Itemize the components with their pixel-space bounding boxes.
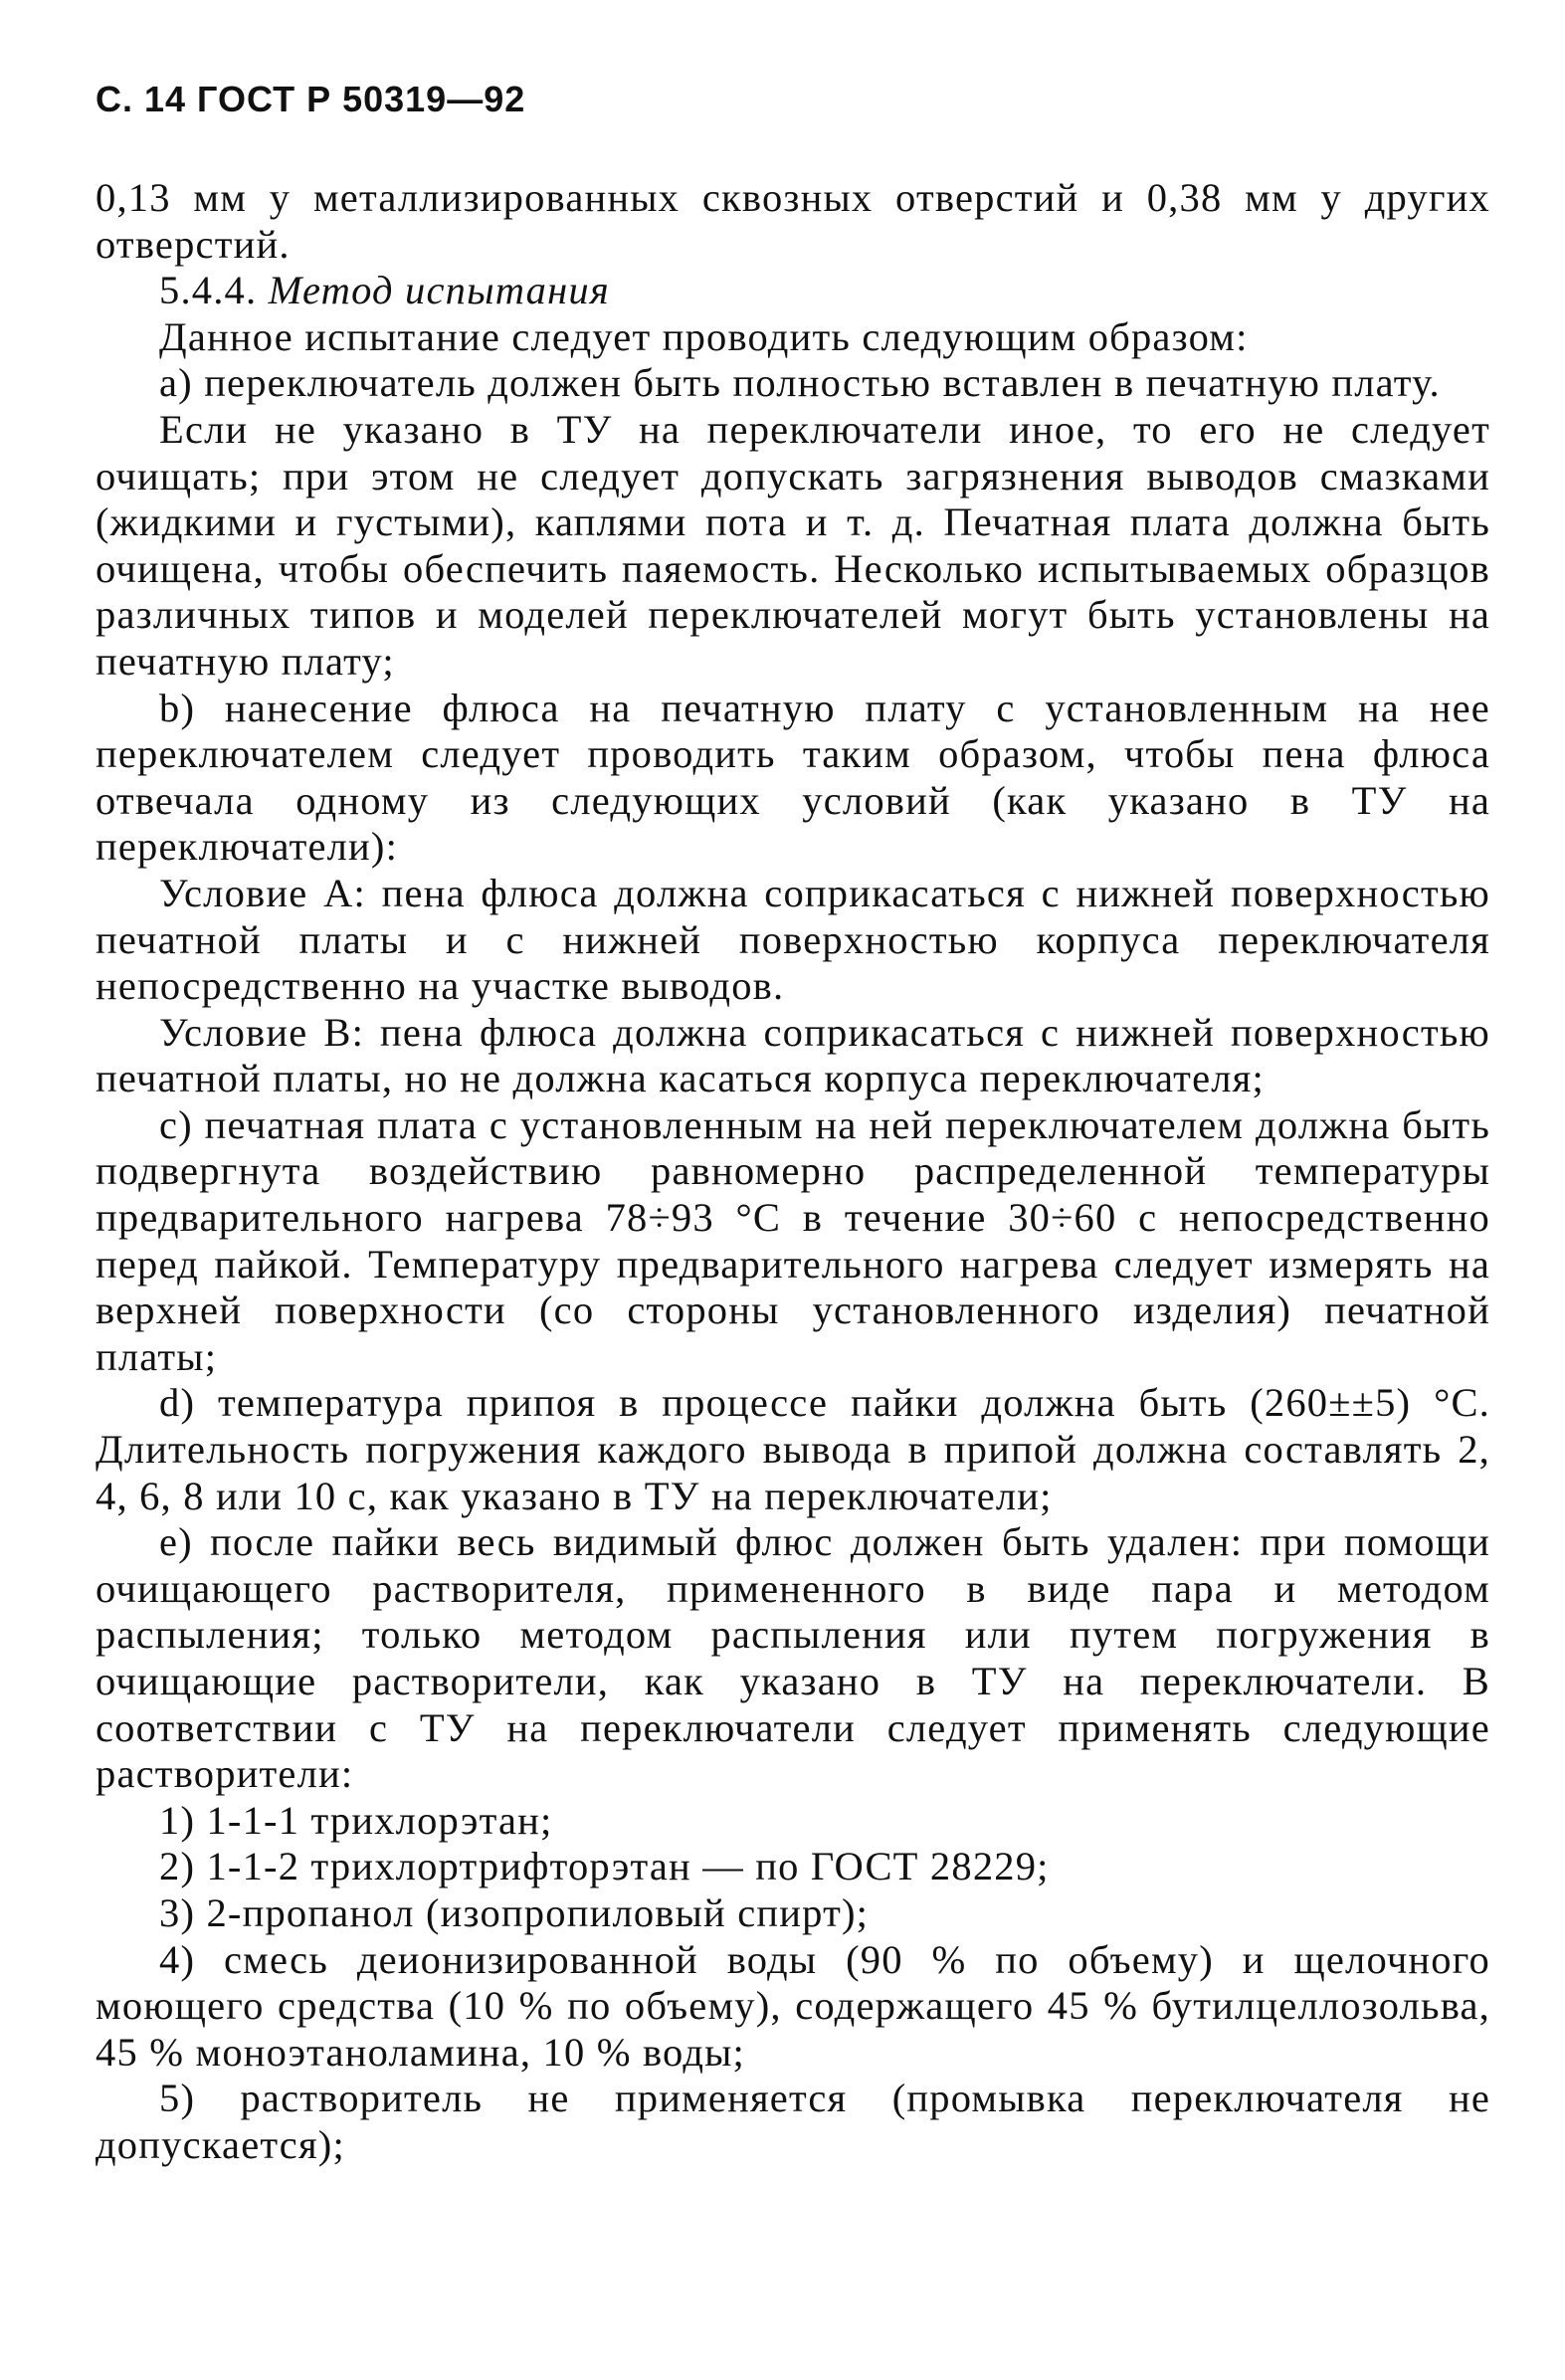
paragraph: Условие В: пена флюса должна соприкасаться с нижней поверхностью печатной платы, но не должна касаться корпуса переключателя; xyxy=(96,1009,1490,1101)
list-item: с) печатная плата с установленным на ней переключателем должна быть подвергнута воздействию равномерно распределенной температуры предварительного нагрева 78÷93 °С в течение 30÷60 с непосредственно перед пайкой. Температуру предварительного нагрева следует измерять на верхней поверхности (со стороны установленного изделия) печатной платы; xyxy=(96,1101,1490,1379)
list-item: 2) 1-1-2 трихлортрифторэтан — по ГОСТ 28229; xyxy=(159,1844,1050,1889)
paragraph: Если не указано в ТУ на переключатели иное, то его не следует очищать; при этом не следует допускать загрязнения выводов смазками (жидкими и густыми), каплями пота и т. д. Печатная плата должна быть очищена, чтобы обеспечить паяемость. Несколько испытываемых образцов различных типов и моделей переключателей могут быть установлены на печатную плату; xyxy=(96,406,1490,684)
list-item: е) после пайки весь видимый флюс должен быть удален: при помощи очищающего растворителя, примененного в виде пара и методом распыления; только методом распыления или путем погружения в очищающие растворители, как указано в ТУ на переключатели. В соответствии с ТУ на переключатели следует применять следующие растворители: xyxy=(96,1519,1490,1797)
paragraph: Условие А: пена флюса должна соприкасаться с нижней поверхностью печатной платы и с нижней поверхностью корпуса переключателя непосредственно на участке выводов. xyxy=(96,870,1490,1009)
document-body xyxy=(96,175,1490,2169)
section-title: Метод испытания xyxy=(268,268,610,313)
paragraph: Данное испытание следует проводить следующим образом: xyxy=(159,313,1249,359)
paragraph: 0,13 мм у металлизированных сквозных отверстий и 0,38 мм у других отверстий. xyxy=(96,175,1490,267)
section-number: 5.4.4. xyxy=(159,268,269,313)
page-header: С. 14 ГОСТ Р 50319—92 xyxy=(96,79,526,119)
section-heading xyxy=(96,268,1490,314)
document-page xyxy=(96,80,1490,2169)
list-item: d) температура припоя в процессе пайки должна быть (260±±5) °С. Длительность погружения каждого вывода в припой должна составлять 2, 4, 6, 8 или 10 с, как указано в ТУ на переключатели; xyxy=(96,1380,1490,1518)
list-item: а) переключатель должен быть полностью вставлен в печатную плату. xyxy=(159,360,1441,406)
list-item: 3) 2-пропанол (изопропиловый спирт); xyxy=(159,1889,870,1935)
list-item: b) нанесение флюса на печатную плату с установленным на нее переключателем следует проводить таким образом, чтобы пена флюса отвечала одному из следующих условий (как указано в ТУ на переключатели): xyxy=(96,685,1490,870)
list-item: 1) 1-1-1 трихлорэтан; xyxy=(159,1797,553,1843)
list-item: 5) растворитель не применяется (промывка переключателя не допускается); xyxy=(96,2076,1490,2167)
list-item: 4) смесь деионизированной воды (90 % по объему) и щелочного моющего средства (10 % по объему), содержащего 45 % бутилцеллозольва, 45 % моноэтаноламина, 10 % воды; xyxy=(96,1936,1490,2075)
